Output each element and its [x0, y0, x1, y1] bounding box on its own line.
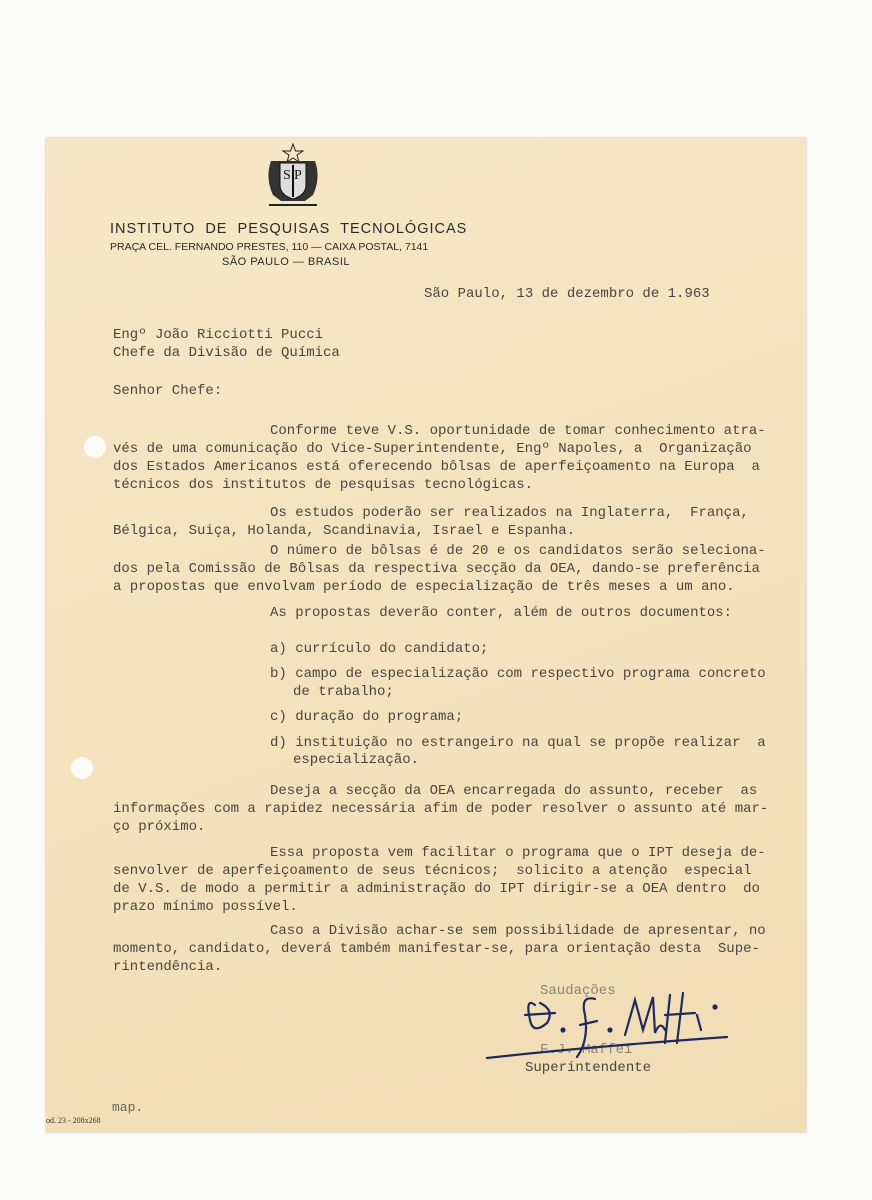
paragraph-4: As propostas deverão conter, além de outros documentos: [270, 605, 733, 621]
crest-logo [263, 143, 323, 207]
text-line: de V.S. de modo a permitir a administração do IPT dirigir-se a OEA dentro do [113, 881, 760, 897]
salutation: Senhor Chefe: [113, 383, 223, 399]
handwritten-signature [485, 985, 735, 1065]
text-line: ço próximo. [113, 819, 206, 835]
text-line: Essa proposta vem facilitar o programa que o IPT deseja de- [270, 845, 766, 861]
text-line: rintendência. [113, 959, 223, 975]
closing: Saudações [540, 983, 616, 999]
svg-text:S: S [283, 168, 291, 183]
institution-name: INSTITUTO DE PESQUISAS TECNOLÓGICAS [110, 221, 468, 237]
text-line: informações com a rapidez necessária afim de poder resolver o assunto até mar- [113, 801, 769, 817]
svg-text:P: P [294, 168, 302, 183]
text-line: O número de bôlsas é de 20 e os candidatos serão seleciona- [270, 543, 766, 559]
punch-hole [71, 757, 93, 779]
text-line: dos Estados Americanos está oferecendo bôlsas de aperfeiçoamento na Europa a [113, 459, 760, 475]
text-line: vés de uma comunicação do Vice-Superintendente, Engº Napoles, a Organização [113, 441, 752, 457]
punch-hole [84, 436, 106, 458]
list-item: c) duração do programa; [270, 709, 464, 725]
text-line: técnicos dos institutos de pesquisas tecnológicas. [113, 477, 534, 493]
text-line: Deseja a secção da OEA encarregada do assunto, receber as [270, 783, 758, 799]
text-line: momento, candidato, deverá também manifestar-se, para orientação desta Supe- [113, 941, 760, 957]
institution-address: PRAÇA CEL. FERNANDO PRESTES, 110 — CAIXA POSTAL, 7141 [110, 241, 429, 253]
typist-initials: map. [112, 1100, 144, 1115]
text-line: Caso a Divisão achar-se sem possibilidade de apresentar, no [270, 923, 766, 939]
letter-date: São Paulo, 13 de dezembro de 1.963 [424, 286, 710, 302]
list-item-cont: de trabalho; [293, 684, 394, 700]
recipient-name: Engº João Ricciotti Pucci [113, 327, 324, 343]
text-line: senvolver de aperfeiçoamento de seus técnicos; solicito a atenção especial [113, 863, 752, 879]
text-line: prazo mínimo possível. [113, 899, 298, 915]
list-item: a) currículo do candidato; [270, 641, 489, 657]
text-line: Bélgica, Suiça, Holanda, Scandinavia, Israel e Espanha. [113, 523, 576, 539]
text-line: a propostas que envolvam período de especialização de três meses a um ano. [113, 579, 735, 595]
institution-city: SÃO PAULO — BRASIL [222, 256, 351, 268]
list-item: b) campo de especialização com respectivo programa concreto [270, 666, 766, 682]
signer-name: F.J. Maffei [540, 1042, 633, 1058]
text-line: Conforme teve V.S. oportunidade de tomar conhecimento atra- [270, 423, 766, 439]
text-line: Os estudos poderão ser realizados na Inglaterra, França, [270, 505, 749, 521]
list-item: d) instituição no estrangeiro na qual se propõe realizar a [270, 735, 766, 751]
signer-title: Superintendente [525, 1060, 652, 1076]
text-line: dos pela Comissão de Bôlsas da respectiva secção da OEA, dando-se preferência [113, 561, 760, 577]
list-item-cont: especialização. [293, 752, 420, 768]
form-code: od. 23 - 208x268 [46, 1116, 101, 1125]
recipient-title: Chefe da Divisão de Química [113, 345, 340, 361]
